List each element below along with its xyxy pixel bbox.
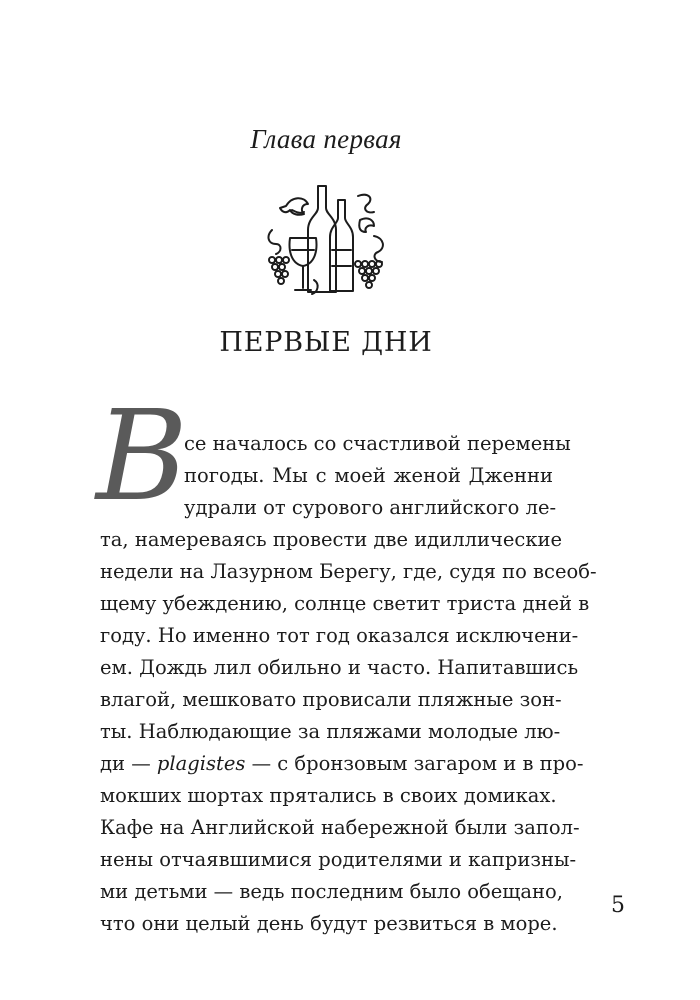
text-fragment: намереваясь провести две идиллические: [134, 528, 563, 551]
text-line-12: мокших шортах прятались в своих домиках.: [100, 784, 557, 807]
text-line-7: году. Но именно тот год оказался исключени-: [100, 624, 579, 647]
text-line-4: [100, 524, 563, 556]
text-fragment: — с бронзовым загаром и в про-: [251, 752, 584, 775]
text-line-6: щему убеждению, солнце светит триста дней в: [100, 592, 590, 615]
text-line-13: Кафе на Английской набережной были запол-: [100, 816, 580, 839]
text-line-5: недели на Лазурном Берегу, где, судя по всеоб-: [100, 560, 597, 583]
text-line-9: влагой, мешковато провисали пляжные зон-: [100, 688, 562, 711]
text-line-14: нены отчаявшимися родителями и капризны-: [100, 848, 577, 871]
drop-cap: В: [96, 384, 188, 529]
chapter-title: ПЕРВЫЕ ДНИ: [219, 327, 433, 358]
text-line-11: [100, 748, 584, 780]
text-line-2: погоды. Мы с моей женой Дженни: [184, 464, 553, 487]
chapter-label: Глава первая: [250, 124, 402, 154]
text-line-3: удрали от сурового английского ле-: [184, 496, 557, 519]
page-number: 5: [611, 893, 625, 918]
text-line-8: ем. Дождь лил обильно и часто. Напитавшись: [100, 656, 579, 679]
text-line-15: ми детьми — ведь последним было обещано,: [100, 880, 563, 903]
text-line-10: ты. Наблюдающие за пляжами молодые лю-: [100, 720, 561, 743]
wine-bottles-grapes-icon: [262, 180, 402, 305]
italic-term: plagistes: [156, 752, 246, 775]
text-fragment: ди —: [100, 752, 151, 775]
text-line-1: се началось со счастливой перемены: [184, 432, 571, 455]
text-line-16: что они целый день будут резвиться в море.: [100, 912, 558, 935]
text-fragment: та,: [100, 528, 129, 551]
